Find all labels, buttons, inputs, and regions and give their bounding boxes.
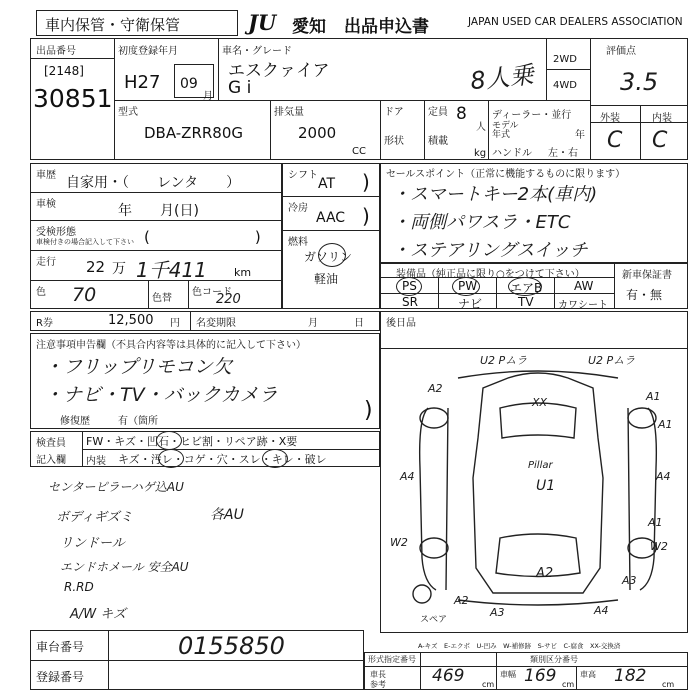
diag-label-3: A2 [428, 382, 443, 395]
mileage-man: 22 [86, 258, 106, 276]
interior-hw: C [652, 128, 668, 153]
mileage-man-unit: 万 [112, 261, 126, 277]
diag-label-12: A1 [648, 516, 663, 529]
hw-note-2: ボディギズミ [56, 510, 133, 525]
diag-label-10: A4 [656, 470, 671, 483]
diag-label-15: A3 [622, 574, 637, 587]
warranty-value: 有・無 [626, 288, 663, 302]
tax-day: 日 [354, 318, 364, 329]
repair-bracket: ) [364, 398, 373, 423]
rear-block [380, 311, 688, 349]
sales-title: セールスポイント（正常に機能するものに限ります） [386, 169, 626, 180]
equip-pw: PW [458, 279, 478, 293]
month: 09 [180, 76, 198, 92]
color-change-label: 色替 [152, 293, 172, 304]
reg-label: 初度登録年月 [118, 46, 178, 57]
height-cm: cm [662, 680, 675, 689]
seats-hw: 8人乗 [468, 60, 535, 96]
notes-item-1: ・フリップリモコン欠 [44, 356, 232, 378]
lot-sub: [2148] [44, 64, 84, 78]
damage-legend: A-キズ E-エクボ U-凹み W-補修跡 S-サビ C-腐食 XX-交換済 [418, 642, 621, 650]
name-label: 車名・グレード [222, 46, 292, 57]
drive-4wd: 4WD [553, 80, 577, 91]
diag-label-17: A3 [490, 606, 505, 619]
sales-item-1: ・スマートキー2本(車内) [392, 184, 598, 205]
recycle-label: R券 [36, 318, 53, 329]
repair-value: 有（箇所 [118, 416, 158, 427]
aircon-value: AAC [316, 210, 346, 226]
rear-label: 後日品 [386, 318, 416, 329]
tax-month: 月 [308, 318, 318, 329]
color-code-hw: 220 [216, 292, 241, 307]
diag-label-1: U2 Pムラ [480, 354, 528, 367]
int-scuff-circle [262, 449, 288, 468]
handle-lr: 左・右 [548, 148, 578, 159]
notes-title: 注意事項申告欄（不具合内容等は具体的に記入して下さい） [36, 340, 306, 351]
equip-airbag-circle [508, 277, 542, 296]
tax-label: 名変期限 [196, 318, 236, 329]
header-org: 愛知 [292, 17, 326, 37]
fuel-gas: ガソリン [304, 250, 353, 264]
color-label: 色 [36, 287, 46, 298]
score-hw: 3.5 [620, 68, 659, 96]
model-year-label: モデル 年式 [492, 121, 519, 140]
ju-logo [248, 10, 276, 35]
width-cm: cm [562, 680, 575, 689]
length-hw: 469 [432, 666, 465, 686]
door-label: ドア [384, 107, 404, 118]
sales-item-3: ・ステアリングスイッチ [392, 240, 588, 261]
warranty-label: 新車保証書 [622, 270, 672, 281]
cap-label: 定員 [428, 107, 448, 118]
receipt-label: 受検形態 [36, 227, 76, 238]
recycle-yen: 円 [170, 318, 180, 329]
equipment-title: 装備品（純正品に限り○をつけて下さい） [396, 269, 585, 280]
score-label: 評価点 [606, 46, 636, 57]
exterior-label: 外装 [600, 113, 620, 124]
inspector-int-label: 内装 [86, 456, 106, 467]
equip-aw: AW [574, 279, 594, 293]
exterior-hw: C [607, 128, 623, 153]
km: km [234, 266, 252, 279]
grade: G i [228, 78, 252, 98]
ref-label: 参考 [370, 680, 386, 689]
fuel-label: 燃料 [288, 237, 308, 248]
width-hw: 169 [524, 666, 557, 686]
mileage-rest-hw: 1千411 [136, 258, 207, 282]
shift-bracket: ) [362, 170, 370, 194]
inspector-int-row: キズ・汚レ・コゲ・穴・スレ・キレ・破レ [118, 453, 327, 466]
repair-label: 修復歴 [60, 416, 90, 427]
kg: kg [474, 148, 487, 159]
diag-label-6: A1 [658, 418, 673, 431]
equip-navi: ナビ [458, 297, 483, 311]
history-value: 自家用・（ レンタ ） [66, 175, 241, 191]
lot-label: 出品番号 [36, 46, 76, 57]
equip-tv: TV [518, 295, 534, 309]
diag-label-11: W2 [390, 536, 408, 549]
hw-note-5: エンドホメール 安全AU [60, 560, 189, 574]
recycle-amount: 12,500 [108, 313, 154, 328]
equip-pw-circle [452, 277, 480, 296]
chassis-label: 車台番号 [36, 640, 85, 654]
notes-item-2: ・ナビ・TV・バックカメラ [44, 384, 278, 406]
diag-label-14: A2 [536, 566, 554, 581]
equip-sr: SR [402, 295, 418, 309]
width-label: 車幅 [500, 670, 516, 679]
diag-label-9: U1 [536, 478, 556, 494]
equip-airbag: エアB [510, 281, 543, 295]
receipt-sub: 車検付きの場合記入して下さい [36, 238, 134, 246]
header-title: 出品申込書 [344, 17, 429, 37]
inspector-label-2: 記入欄 [36, 455, 66, 466]
header-tag-box [36, 10, 238, 36]
hw-note-3: 各AU [210, 507, 244, 523]
height-hw: 182 [614, 666, 647, 686]
load-label: 積載 [428, 136, 448, 147]
hw-note-1: センターピラーハゲ込AU [48, 480, 184, 494]
fuel-diesel: 軽油 [314, 272, 339, 286]
capacity: 8 [456, 104, 467, 124]
diag-label-18: A4 [594, 604, 609, 617]
diag-label-19: スペア [420, 615, 448, 625]
header-tag: 車内保管・守衛保管 [45, 16, 181, 34]
receipt-paren: ( ) [144, 228, 261, 246]
fw-stone-circle [156, 431, 182, 450]
lot-number: 30851 [33, 84, 113, 113]
color-hw: 70 [72, 284, 97, 306]
diag-label-13: W2 [650, 540, 668, 553]
diag-label-16: A2 [454, 594, 469, 607]
header-assoc: JAPAN USED CAR DEALERS ASSOCIATION [468, 16, 683, 28]
equip-ps: PS [402, 279, 417, 293]
cert-label: 形式指定番号 [368, 655, 416, 664]
reg-number-label: 登録番号 [36, 670, 85, 684]
disp-label: 排気量 [274, 107, 304, 118]
mileage-label: 走行 [36, 257, 56, 268]
hw-note-4: リンドール [60, 536, 125, 551]
chassis-hw: 0155850 [178, 632, 285, 660]
shape-label: 形状 [384, 136, 404, 147]
year-unit: 年 [575, 130, 585, 141]
len-label: 車長 [370, 670, 386, 679]
sales-item-2: ・両側パワスラ・ETC [392, 212, 571, 233]
fuel-gas-circle [318, 243, 346, 267]
diag-label-7: A4 [400, 470, 415, 483]
int-dirt-circle [158, 449, 184, 468]
diag-label-2: U2 Pムラ [588, 354, 636, 367]
car-name: エスクァイア [228, 61, 330, 81]
shift-value: AT [318, 176, 336, 192]
model: DBA-ZRR80G [144, 124, 244, 142]
ju-logo-text: JU [248, 10, 277, 35]
height-label: 車高 [580, 670, 596, 679]
inspection-label: 車検 [36, 199, 56, 210]
month-unit: 月 [203, 91, 213, 102]
equip-ps-circle [396, 277, 422, 296]
class-label: 類別区分番号 [530, 655, 578, 664]
interior-label: 内装 [652, 113, 672, 124]
inspector-fw-row: FW・キズ・凹石・ヒビ割・リペア跡・X要 [86, 435, 298, 448]
era-year: H27 [124, 72, 161, 93]
aircon-bracket: ) [362, 204, 370, 228]
dealer-label: ディーラー・並行 [492, 110, 572, 121]
diag-label-8: Pillar [528, 460, 553, 471]
model-label: 型式 [118, 107, 138, 118]
diag-label-5: XX [532, 396, 548, 409]
inspection-value: 年 月(日) [118, 203, 199, 219]
hw-note-7: A/W キズ [70, 607, 126, 622]
aircon-label: 冷房 [288, 203, 308, 214]
hw-note-6: R.RD [64, 580, 94, 594]
drive-2wd: 2WD [553, 54, 577, 65]
history-label: 車歴 [36, 170, 56, 181]
person-unit: 人 [476, 122, 486, 133]
diag-label-4: A1 [646, 390, 661, 403]
equip-leather: カワシート [558, 300, 608, 311]
color-code-label: 色コード [192, 287, 232, 298]
shift-label: シフト [288, 170, 318, 181]
cc: CC [352, 146, 366, 157]
handle-label: ハンドル [492, 148, 532, 159]
inspector-label-1: 検査員 [36, 438, 66, 449]
displacement: 2000 [298, 124, 337, 142]
length-cm: cm [482, 680, 495, 689]
